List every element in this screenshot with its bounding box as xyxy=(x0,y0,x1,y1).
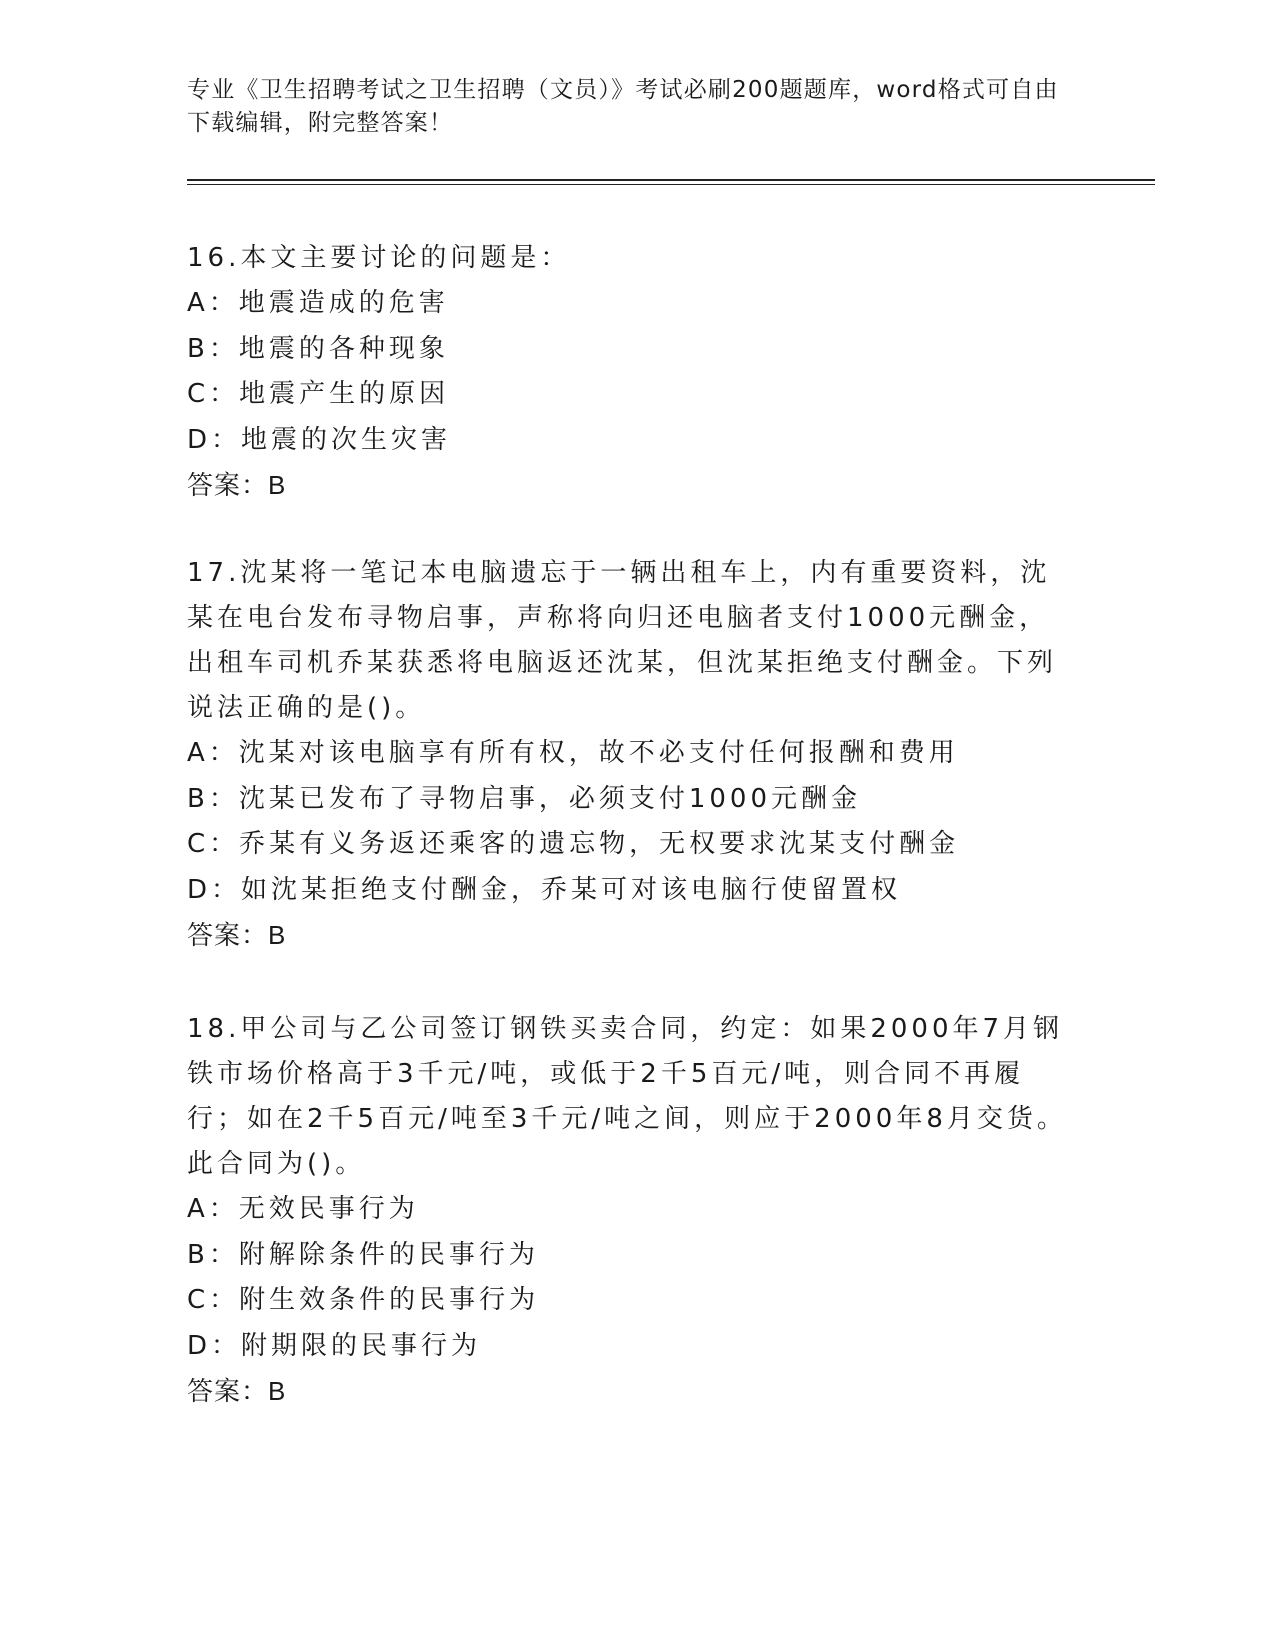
option-d: D：附期限的民事行为 xyxy=(187,1330,482,1361)
header-divider-thick xyxy=(187,179,1155,181)
option-c: C：地震产生的原因 xyxy=(187,379,450,409)
question-stem: 18.甲公司与乙公司签订钢铁买卖合同，约定：如果2000年7月钢铁市场价格高于3千元/吨，或低于2千5百元/吨，则合同不再履行；如在2千5百元/吨至3千元/吨之间，则应于2000年8月交货。此合同为()。 xyxy=(187,1014,1067,1179)
question-17 xyxy=(187,551,1077,958)
question-18 xyxy=(187,1007,1077,1414)
answer-line: 答案：B xyxy=(187,920,287,950)
header-divider-thin xyxy=(187,184,1155,185)
answer-line: 答案：B xyxy=(187,470,287,500)
option-a: A：地震造成的危害 xyxy=(187,288,449,318)
option-a: A：无效民事行为 xyxy=(187,1194,419,1224)
question-stem: 17.沈某将一笔记本电脑遗忘于一辆出租车上，内有重要资料，沈某在电台发布寻物启事，声称将向归还电脑者支付1000元酬金，出租车司机乔某获悉将电脑返还沈某，但沈某拒绝支付酬金。下列说法正确的是()。 xyxy=(187,558,1058,723)
option-c: C：附生效条件的民事行为 xyxy=(187,1285,540,1315)
option-c: C：乔某有义务返还乘客的遗忘物，无权要求沈某支付酬金 xyxy=(187,829,960,859)
option-b: B：沈某已发布了寻物启事，必须支付1000元酬金 xyxy=(187,783,862,814)
option-b: B：附解除条件的民事行为 xyxy=(187,1239,539,1270)
option-a: A：沈某对该电脑享有所有权，故不必支付任何报酬和费用 xyxy=(187,738,959,768)
option-d: D：地震的次生灾害 xyxy=(187,424,452,455)
question-16 xyxy=(187,236,1077,508)
option-b: B：地震的各种现象 xyxy=(187,333,449,364)
header-note: 专业《卫生招聘考试之卫生招聘（文员）》考试必刷200题题库，word格式可自由下载编辑，附完整答案！ xyxy=(187,77,1059,136)
answer-line: 答案：B xyxy=(187,1376,287,1406)
question-stem: 16.本文主要讨论的问题是： xyxy=(187,243,571,273)
option-d: D：如沈某拒绝支付酬金，乔某可对该电脑行使留置权 xyxy=(187,874,902,905)
